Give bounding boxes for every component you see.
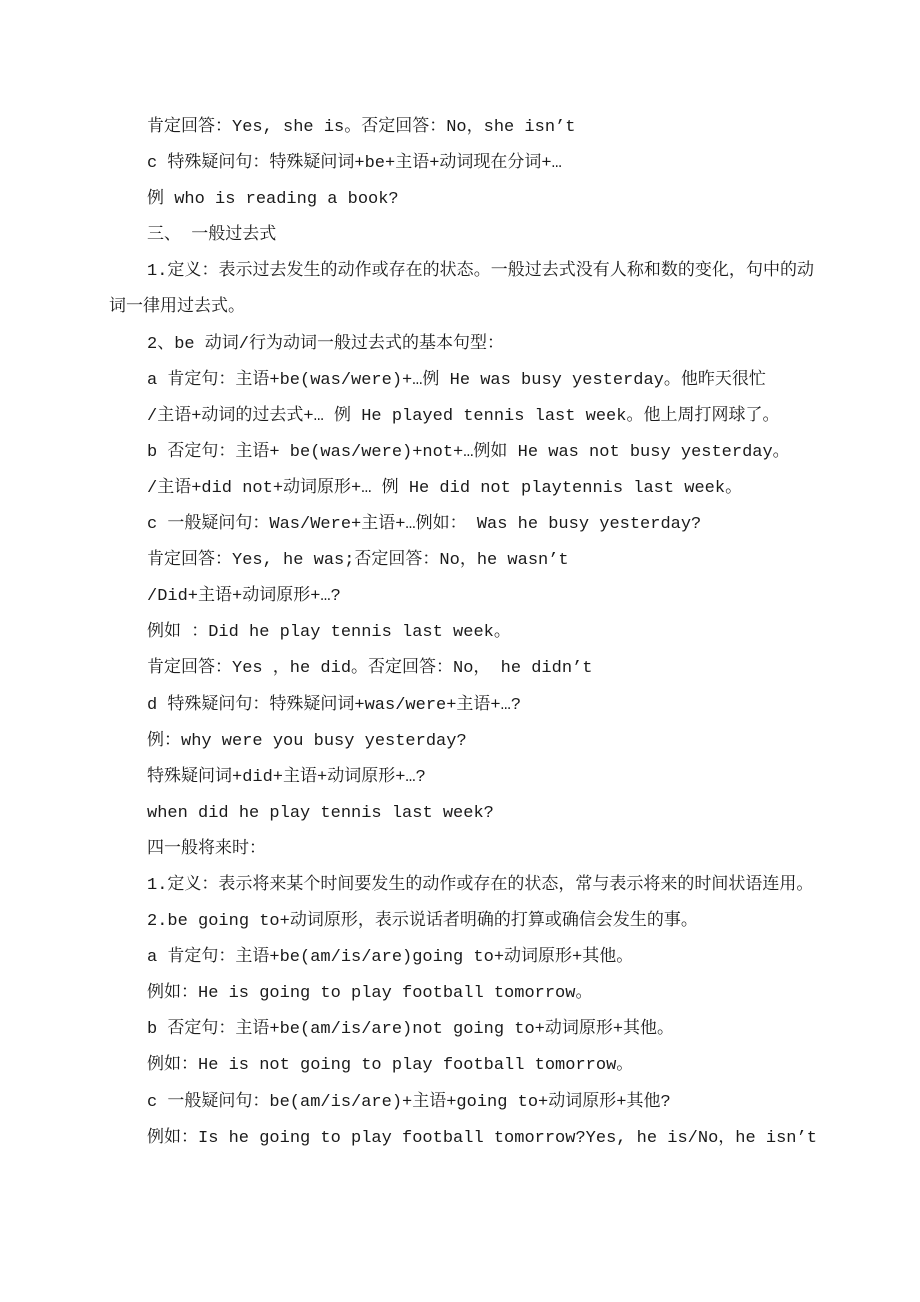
wh-question-rule-be: d 特殊疑问句：特殊疑问词+was/were+主语+…?	[147, 695, 522, 715]
answer-line: 肯定回答：Yes ，he did。否定回答：No， he didn’t	[147, 659, 593, 679]
wh-question-rule-did: 特殊疑问词+did+主语+动词原形+…?	[147, 767, 426, 787]
example-line: when did he play tennis last week?	[147, 803, 494, 823]
example-line: 例如：He is not going to play football tomorrow。	[147, 1056, 634, 1076]
general-question-rule-be: c 一般疑问句：Was/Were+主语+…例如： Was he busy yesterday?	[147, 515, 702, 535]
general-question-rule-did: /Did+主语+动词原形+…?	[147, 587, 341, 607]
negative-rule-be: b 否定句：主语+ be(was/were)+not+…例如 He was not busy yesterday。	[147, 442, 790, 462]
example-line: 例：why were you busy yesterday?	[147, 731, 467, 751]
example-line: 例 who is reading a book?	[147, 190, 399, 210]
subheading-sentence-patterns: 2、be 动词/行为动词一般过去式的基本句型：	[147, 334, 505, 354]
be-going-to-rule: 2.be going to+动词原形，表示说话者明确的打算或确信会发生的事。	[147, 912, 698, 932]
affirmative-rule-verb: /主语+动词的过去式+… 例 He played tennis last week。他上周打网球了。	[147, 406, 780, 426]
affirmative-rule-be: a 肯定句：主语+be(was/were)+…例 He was busy yesterday。他昨天很忙	[147, 370, 766, 390]
negative-rule-future: b 否定句：主语+be(am/is/are)not going to+动词原形+其他。	[147, 1020, 675, 1040]
document-page	[109, 110, 817, 1157]
example-line: 例如 ：Did he play tennis last week。	[147, 623, 511, 643]
negative-rule-verb: /主语+did not+动词原形+… 例 He did not playtennis last week。	[147, 478, 743, 498]
wh-question-rule: c 特殊疑问句：特殊疑问词+be+主语+动词现在分词+…	[147, 154, 562, 174]
example-line: 例如：He is going to play football tomorrow。	[147, 984, 593, 1004]
definition-paragraph-past: 1.定义：表示过去发生的动作或存在的状态。一般过去式没有人称和数的变化，句中的动词一律用过去式。	[109, 262, 814, 318]
section-heading-simple-past: 三、 一般过去式	[147, 226, 277, 246]
example-line: 例如：Is he going to play football tomorrow?Yes, he is/No，he isn’t	[147, 1128, 817, 1148]
section-heading-simple-future: 四一般将来时：	[147, 839, 266, 859]
definition-paragraph-future: 1.定义：表示将来某个时间要发生的动作或存在的状态，常与表示将来的时间状语连用。	[147, 875, 814, 895]
general-question-rule-future: c 一般疑问句：be(am/is/are)+主语+going to+动词原形+其他?	[147, 1092, 671, 1112]
answer-line: 肯定回答：Yes, he was;否定回答：No，he wasn’t	[147, 551, 569, 571]
affirmative-rule-future: a 肯定句：主语+be(am/is/are)going to+动词原形+其他。	[147, 948, 634, 968]
answer-line: 肯定回答：Yes, she is。否定回答：No，she isn’t	[147, 118, 576, 137]
